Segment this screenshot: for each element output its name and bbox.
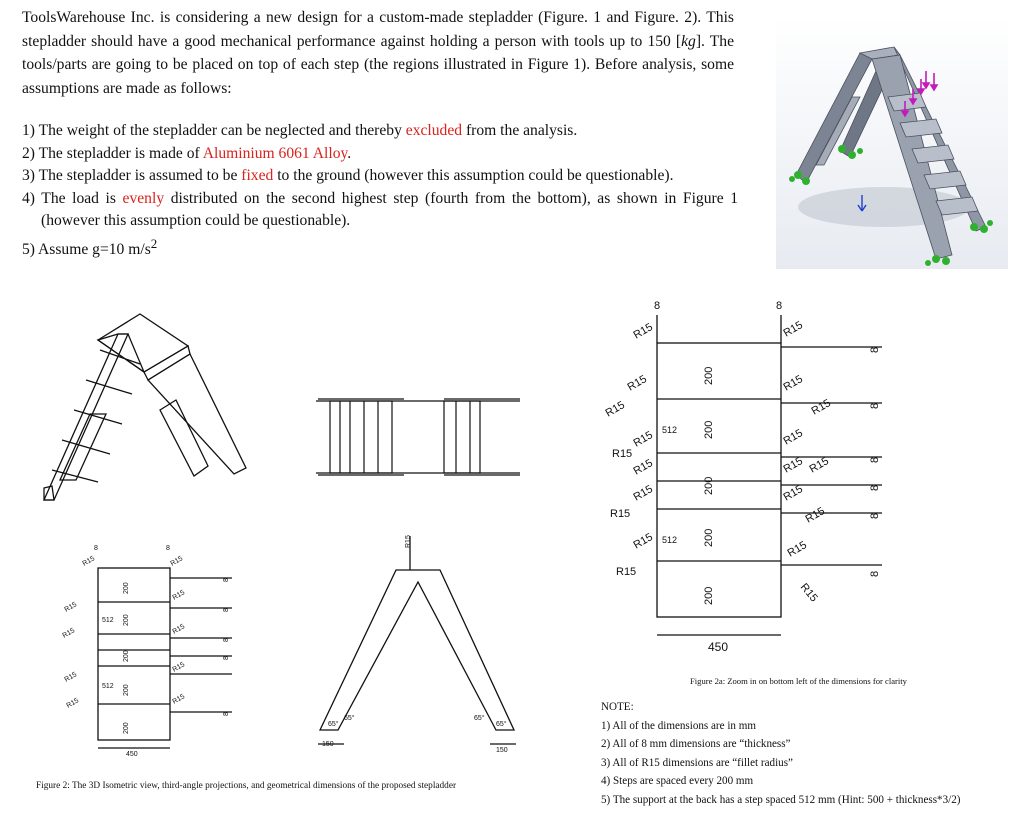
svg-text:200: 200 <box>123 722 130 734</box>
svg-text:8: 8 <box>869 512 881 519</box>
svg-text:512: 512 <box>102 617 114 624</box>
svg-text:200: 200 <box>703 528 715 547</box>
svg-text:R15: R15 <box>171 589 187 602</box>
figure-2-caption: Figure 2: The 3D Isometric view, third-angle projections, and geometrical dimensions of the proposed stepladder <box>36 781 457 791</box>
svg-text:200: 200 <box>123 614 130 626</box>
svg-text:R15: R15 <box>610 508 631 520</box>
intro-unit: kg <box>681 32 696 50</box>
svg-text:R15: R15 <box>781 319 805 340</box>
svg-text:R15: R15 <box>612 448 633 460</box>
svg-text:R15: R15 <box>625 373 649 394</box>
svg-text:R15: R15 <box>405 535 412 548</box>
svg-text:R15: R15 <box>169 555 185 568</box>
svg-text:R15: R15 <box>781 483 805 504</box>
zoom-dimension-drawing <box>600 295 900 665</box>
highlight-text: excluded <box>405 122 463 139</box>
svg-text:200: 200 <box>123 650 130 662</box>
svg-text:65°: 65° <box>344 715 355 722</box>
svg-text:8: 8 <box>223 712 230 716</box>
svg-text:R15: R15 <box>171 661 187 674</box>
svg-text:R15: R15 <box>63 671 79 684</box>
figure-2a-caption: Figure 2a: Zoom in on bottom left of the dimensions for clarity <box>690 676 907 686</box>
svg-text:R15: R15 <box>631 531 655 552</box>
svg-text:65°: 65° <box>496 721 507 728</box>
assumption-item: 4) The load is evenly distributed on the second highest step (fourth from the bottom), as shown in Figure 1 (however this assumption could be questionable). <box>22 189 739 229</box>
front-dimension-drawing <box>56 538 246 760</box>
svg-text:512: 512 <box>102 683 114 690</box>
assumptions-list <box>22 120 738 261</box>
svg-text:8: 8 <box>223 608 230 612</box>
svg-text:R15: R15 <box>65 697 81 710</box>
assumption-item: 5) Assume g=10 $m/s^2$ <box>22 235 158 258</box>
svg-text:R15: R15 <box>809 397 833 418</box>
svg-text:200: 200 <box>703 586 715 605</box>
figure-1-render <box>776 15 1008 269</box>
svg-text:R15: R15 <box>631 429 655 450</box>
svg-text:8: 8 <box>869 402 881 409</box>
svg-text:512: 512 <box>662 425 678 435</box>
assumption-item: 1) The weight of the stepladder can be neglected and thereby excluded from the analysis. <box>22 122 578 139</box>
assumption-item: 2) The stepladder is made of Aluminium 6061 Alloy. <box>22 144 352 162</box>
svg-text:8: 8 <box>869 570 881 577</box>
highlight-text: Aluminium 6061 Alloy <box>202 144 348 162</box>
svg-text:8: 8 <box>869 484 881 491</box>
note-item: 4) Steps are spaced every 200 mm <box>601 775 754 788</box>
svg-text:8: 8 <box>776 300 783 312</box>
note-block <box>601 698 960 810</box>
svg-text:200: 200 <box>123 582 130 594</box>
highlight-text: fixed <box>241 167 274 184</box>
intro-paragraph <box>22 6 734 100</box>
svg-text:R15: R15 <box>781 427 805 448</box>
isometric-view <box>40 310 250 505</box>
svg-text:8: 8 <box>869 346 881 353</box>
svg-text:R15: R15 <box>631 321 655 342</box>
svg-text:R15: R15 <box>785 539 809 560</box>
svg-text:150: 150 <box>322 741 334 748</box>
assumption-item: 3) The stepladder is assumed to be fixed to the ground (however this assumption could be questionable). <box>22 167 674 184</box>
note-item: 2) All of 8 mm dimensions are “thickness” <box>601 738 791 751</box>
svg-text:R15: R15 <box>797 581 820 605</box>
svg-text:R15: R15 <box>803 505 827 526</box>
svg-text:65°: 65° <box>328 721 339 728</box>
note-item: 1) All of the dimensions are in mm <box>601 719 756 732</box>
svg-text:8: 8 <box>94 545 98 552</box>
svg-text:450: 450 <box>708 640 729 654</box>
side-dimension-drawing <box>300 530 540 760</box>
svg-text:512: 512 <box>662 535 678 545</box>
svg-text:450: 450 <box>126 751 138 758</box>
svg-text:8: 8 <box>223 656 230 660</box>
svg-text:8: 8 <box>869 456 881 463</box>
svg-text:8: 8 <box>223 638 230 642</box>
svg-text:R15: R15 <box>781 373 805 394</box>
note-item: 5) The support at the back has a step spaced 512 mm (Hint: 500 + thickness*3/2) <box>601 793 961 806</box>
svg-text:200: 200 <box>703 366 715 385</box>
svg-text:R15: R15 <box>781 455 805 476</box>
svg-text:8: 8 <box>223 578 230 582</box>
intro-text-1: ToolsWarehouse Inc. is considering a new design for a custom-made stepladder (Figure. 1 and Figure. 2). This stepladder should have a good mechanical performance against holding a person with tools up to 150 [ <box>22 9 734 50</box>
svg-text:R15: R15 <box>171 623 187 636</box>
svg-text:65°: 65° <box>474 715 485 722</box>
svg-text:R15: R15 <box>807 455 831 476</box>
svg-text:200: 200 <box>123 684 130 696</box>
svg-text:R15: R15 <box>631 483 655 504</box>
svg-text:R15: R15 <box>171 693 187 706</box>
intro-text-2: ]. The tools/parts are going to be placed on top of each step (the regions illustrated in Figure 1). Before analysis, some assumptions are made as follows: <box>22 32 734 97</box>
svg-text:R15: R15 <box>81 555 97 568</box>
svg-text:200: 200 <box>703 420 715 439</box>
svg-text:R15: R15 <box>616 566 637 578</box>
svg-text:R15: R15 <box>631 457 655 478</box>
note-title: NOTE: <box>601 701 634 713</box>
svg-text:8: 8 <box>654 300 661 312</box>
svg-text:R15: R15 <box>61 627 77 640</box>
highlight-text: evenly <box>122 189 165 207</box>
svg-text:8: 8 <box>166 545 170 552</box>
note-item: 3) All of R15 dimensions are “fillet radius” <box>601 756 793 769</box>
svg-text:200: 200 <box>703 476 715 495</box>
svg-text:R15: R15 <box>603 399 627 420</box>
svg-text:R15: R15 <box>63 601 79 614</box>
top-projection <box>314 395 524 477</box>
svg-text:150: 150 <box>496 747 508 754</box>
